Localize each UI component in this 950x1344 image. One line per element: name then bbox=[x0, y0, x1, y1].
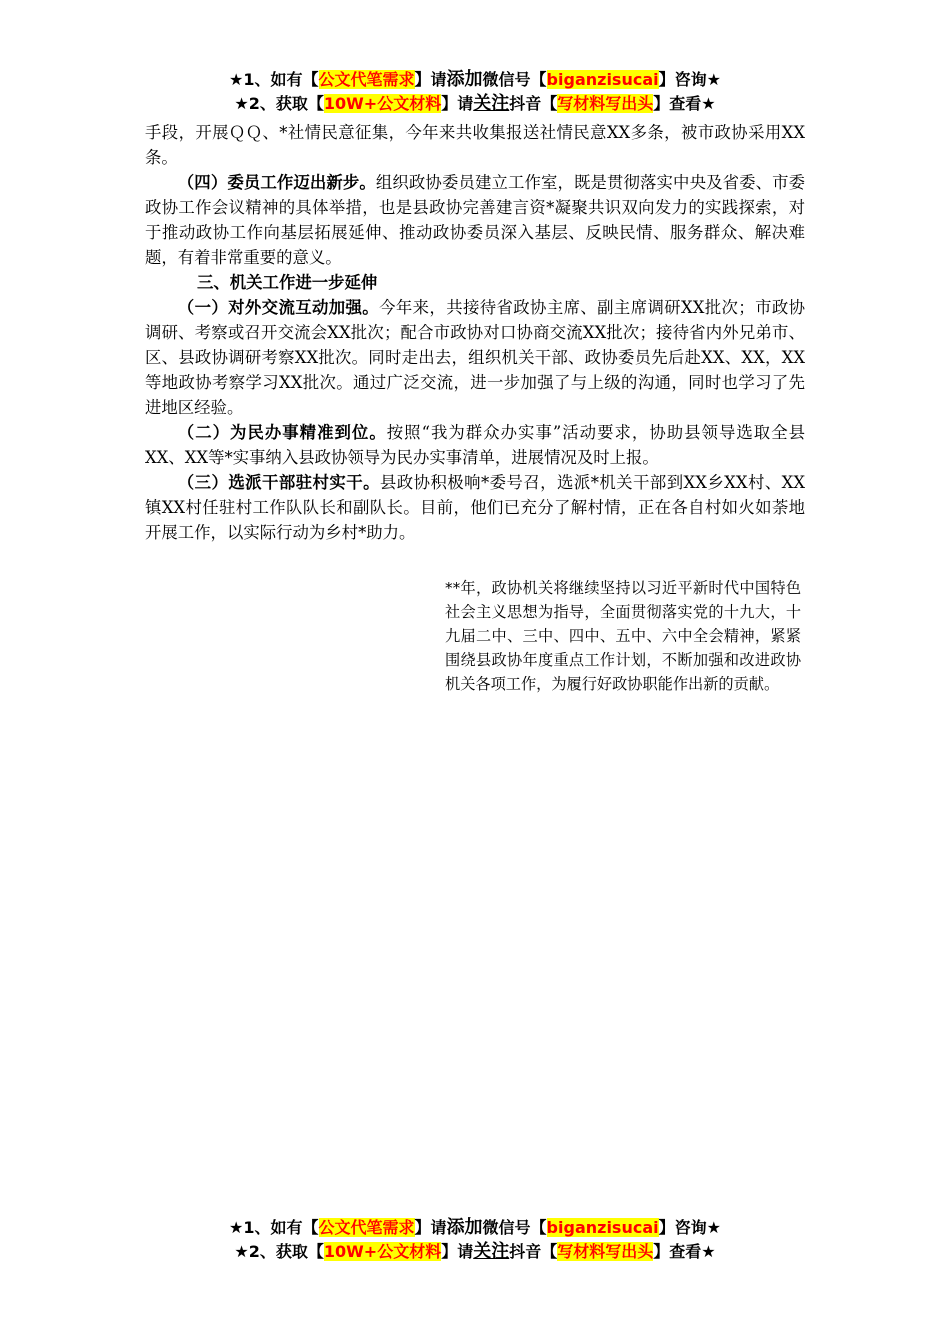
banner-emphasis: 添加 bbox=[446, 69, 483, 90]
document-body bbox=[145, 120, 805, 545]
douyin-account: 写材料写出头 bbox=[557, 94, 654, 113]
paragraph-public-service: （二）为民办事精准到位。按照“我为群众办实事”活动要求，协助县领导选取全县XX、XX等*实事纳入县政协领导为民办实事清单，进展情况及时上报。 bbox=[145, 423, 806, 467]
banner-highlight: 公文代笔需求 bbox=[318, 1218, 415, 1237]
banner-highlight: 10W+公文材料 bbox=[323, 94, 442, 113]
banner-emphasis: 添加 bbox=[446, 1217, 483, 1238]
banner-line-1: ★1、如有【公文代笔需求】请添加微信号【biganzisucai】咨询★ bbox=[229, 69, 721, 90]
wechat-id: biganzisucai bbox=[546, 70, 659, 89]
banner-highlight: 公文代笔需求 bbox=[318, 70, 415, 89]
paragraph-lead: （四）委员工作迈出新步。 bbox=[177, 173, 376, 192]
paragraph-lead: （一）对外交流互动加强。 bbox=[177, 298, 380, 317]
paragraph-lead: （二）为民办事精准到位。 bbox=[177, 423, 387, 442]
paragraph-external-exchange: （一）对外交流互动加强。今年来，共接待省政协主席、副主席调研XX批次；市政协调研、考察或召开交流会XX批次；配合市政协对口协商交流XX批次；接待省内外兄弟市、区、县政协调研考察XX批次。同时走出去，组织机关干部、政协委员先后赴XX、XX，XX等地政协考察学习XX批次。通过广泛交流，进一步加强了与上级的沟通，同时也学习了先进地区经验。 bbox=[145, 298, 806, 417]
banner-line-2: ★2、获取【10W+公文材料】请关注抖音【写材料写出头】查看★ bbox=[234, 1241, 716, 1262]
banner-emphasis: 关注 bbox=[473, 1241, 510, 1262]
closing-paragraph: **年，政协机关将继续坚持以习近平新时代中国特色社会主义思想为指导，全面贯彻落实党的十九大，十九届二中、三中、四中、五中、六中全会精神，紧紧围绕县政协年度重点工作计划，不断加强和改进政协机关各项工作，为履行好政协职能作出新的贡献。 bbox=[445, 579, 801, 693]
douyin-account: 写材料写出头 bbox=[557, 1242, 654, 1261]
footer-banner bbox=[0, 1216, 950, 1264]
section-heading: 三、机关工作进一步延伸 bbox=[197, 273, 378, 292]
banner-line-2: ★2、获取【10W+公文材料】请关注抖音【写材料写出头】查看★ bbox=[234, 93, 716, 114]
wechat-id: biganzisucai bbox=[546, 1218, 659, 1237]
banner-highlight: 10W+公文材料 bbox=[323, 1242, 442, 1261]
paragraph-committee-work: （四）委员工作迈出新步。组织政协委员建立工作室，既是贯彻落实中央及省委、市委政协工作会议精神的具体举措，也是县政协完善建言资*凝聚共识双向发力的实践探索，对于推动政协工作向基层拓展延伸、推动政协委员深入基层、反映民情、服务群众、解决难题，有着非常重要的意义。 bbox=[145, 173, 806, 267]
paragraph-lead: （三）选派干部驻村实干。 bbox=[177, 473, 380, 492]
header-banner bbox=[0, 68, 950, 116]
banner-line-1: ★1、如有【公文代笔需求】请添加微信号【biganzisucai】咨询★ bbox=[229, 1217, 721, 1238]
banner-emphasis: 关注 bbox=[473, 93, 510, 114]
paragraph-village-cadres: （三）选派干部驻村实干。县政协积极响*委号召，选派*机关干部到XX乡XX村、XX镇XX村任驻村工作队队长和副队长。目前，他们已充分了解村情，正在各自村如火如荼地开展工作，以实际行动为乡村*助力。 bbox=[145, 473, 806, 542]
paragraph-continuation: 手段，开展ＱＱ、*社情民意征集，今年来共收集报送社情民意XX多条，被市政协采用XX条。 bbox=[145, 123, 805, 167]
